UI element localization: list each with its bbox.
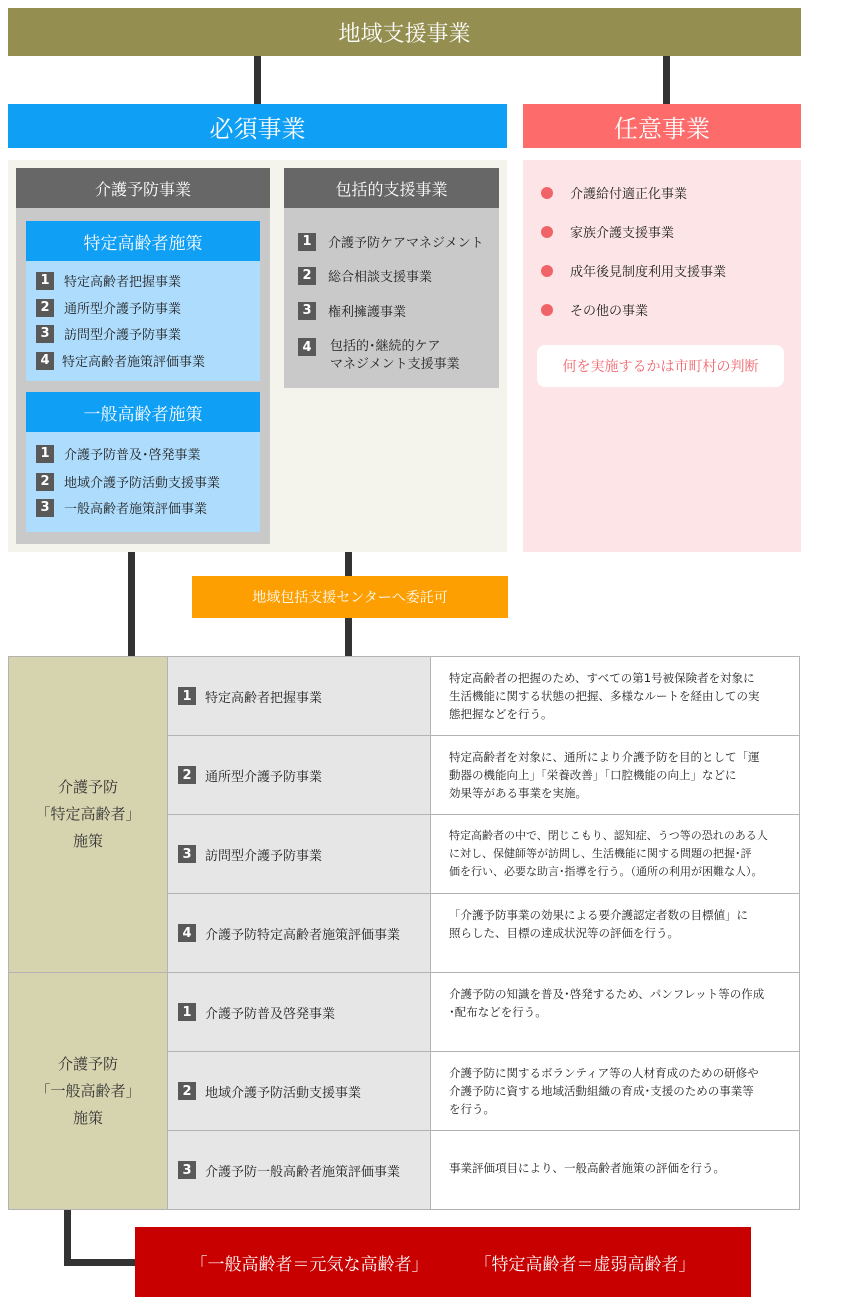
- number-badge: 1: [178, 1003, 196, 1021]
- desc-line: 効果等がある事業を実施。: [449, 786, 587, 800]
- desc-line: 介護予防の知識を普及･啓発するため、パンフレット等の作成: [449, 987, 765, 1001]
- program-name: 地域介護予防活動支援事業: [205, 1085, 362, 1101]
- number-badge: 1: [36, 272, 54, 290]
- desc-line: 価を行い、必要な助言･指導を行う。（通所の利用が困難な人）。: [449, 865, 763, 878]
- specific-policy-title: 特定高齢者施策: [26, 221, 260, 261]
- page-title: 地域支援事業: [8, 8, 801, 56]
- number-badge: 2: [298, 267, 316, 285]
- number-badge: 2: [36, 299, 54, 317]
- mandatory-title: 必須事業: [8, 104, 507, 148]
- program-desc-cell: [431, 815, 800, 894]
- program-name-cell: [168, 736, 431, 815]
- item-label: 総合相談支援事業: [328, 270, 433, 285]
- program-name: 特定高齢者把握事業: [205, 690, 323, 706]
- category-cell: [9, 657, 168, 973]
- program-name-cell: [168, 1131, 431, 1210]
- table-row: [9, 657, 800, 736]
- category-line: 「一般高齢者」: [35, 1081, 141, 1100]
- item-label: 介護予防ケアマネジメント: [328, 236, 484, 251]
- number-badge: 4: [36, 352, 54, 370]
- category-line: 施策: [72, 832, 103, 850]
- program-name-cell: [168, 815, 431, 894]
- desc-line: 態把握などを行う。: [449, 707, 553, 721]
- desc-line: 照らした、目標の達成状況等の評価を行う。: [449, 926, 679, 940]
- detail-table: [8, 656, 800, 1210]
- municipality-note: 何を実施するかは市町村の判断: [537, 345, 784, 387]
- program-name: 通所型介護予防事業: [205, 769, 323, 785]
- number-badge: 4: [178, 924, 196, 942]
- desc-line: 事業評価項目により、一般高齢者施策の評価を行う。: [449, 1161, 725, 1175]
- connector-line: [254, 56, 261, 104]
- program-name-cell: [168, 973, 431, 1052]
- program-desc-cell: [431, 1052, 800, 1131]
- desc-line: 「介護予防事業の効果による要介護認定者数の目標値」に: [449, 908, 748, 922]
- bullet-icon: [541, 304, 553, 316]
- list-item: [36, 444, 201, 463]
- number-badge: 4: [298, 338, 316, 356]
- optional-title: 任意事業: [523, 104, 801, 148]
- item-label: 介護予防普及･啓発事業: [64, 448, 201, 463]
- number-badge: 2: [36, 473, 54, 491]
- program-desc-cell: [431, 894, 800, 973]
- number-badge: 3: [298, 302, 316, 320]
- program-desc-cell: [431, 1131, 800, 1210]
- item-label: 特定高齢者把握事業: [64, 275, 182, 290]
- connector-line: [64, 1209, 71, 1266]
- list-item: [541, 261, 726, 280]
- list-item: [36, 472, 220, 491]
- desc-line: ･配布などを行う。: [449, 1005, 547, 1019]
- bullet-icon: [541, 226, 553, 238]
- connector-line: [663, 56, 670, 104]
- desc-line: 動器の機能向上」「栄養改善」「口腔機能の向上」などに: [449, 768, 737, 782]
- item-label: 特定高齢者施策評価事業: [62, 355, 206, 370]
- list-item: [36, 324, 181, 343]
- number-badge: 3: [178, 845, 196, 863]
- item-label: 地域介護予防活動支援事業: [64, 476, 221, 491]
- desc-line: 特定高齢者の把握のため、すべての第1号被保険者を対象に: [449, 671, 755, 685]
- definition-banner: [135, 1227, 751, 1297]
- connector-line: [128, 552, 135, 656]
- list-item: [36, 498, 207, 517]
- item-label: 家族介護支援事業: [570, 226, 675, 241]
- desc-line: に対し、保健師等が訪問し、生活機能に関する問題の把握･評: [449, 847, 752, 860]
- number-badge: 3: [178, 1161, 196, 1179]
- item-label-line: マネジメント支援事業: [330, 357, 460, 372]
- desc-line: 特定高齢者の中で、閉じこもり、認知症、うつ等の恐れのある人: [449, 829, 768, 842]
- program-name-cell: [168, 657, 431, 736]
- specific-policy-list: [26, 261, 260, 381]
- item-label: その他の事業: [570, 304, 649, 319]
- item-label: 介護給付適正化事業: [570, 187, 688, 202]
- program-name: 訪問型介護予防事業: [205, 848, 323, 864]
- category-line: 施策: [72, 1108, 103, 1127]
- item-label: 訪問型介護予防事業: [64, 328, 182, 343]
- program-name: 介護予防普及啓発事業: [205, 1006, 336, 1022]
- list-item: [36, 351, 205, 370]
- item-label: 権利擁護事業: [328, 305, 407, 320]
- desc-line: 介護予防に資する地域活動組織の育成･支援のための事業等: [449, 1084, 754, 1098]
- number-badge: 2: [178, 766, 196, 784]
- number-badge: 3: [36, 325, 54, 343]
- comprehensive-title: 包括的支援事業: [284, 168, 499, 208]
- list-item: [36, 298, 181, 317]
- category-line: 介護予防: [57, 1054, 118, 1073]
- program-name: 介護予防特定高齢者施策評価事業: [205, 927, 401, 943]
- desc-line: 特定高齢者を対象に、通所により介護予防を目的として「運: [449, 750, 760, 764]
- list-item: [541, 183, 687, 202]
- number-badge: 2: [178, 1082, 196, 1100]
- list-item: [541, 300, 648, 319]
- list-item: [298, 266, 432, 285]
- bullet-icon: [541, 265, 553, 277]
- category-line: 介護予防: [57, 778, 118, 796]
- desc-line: を行う。: [449, 1102, 495, 1116]
- list-item: [298, 338, 460, 374]
- item-label: 一般高齢者施策評価事業: [64, 502, 208, 517]
- number-badge: 1: [178, 687, 196, 705]
- connector-line: [345, 618, 352, 656]
- program-desc-cell: [431, 973, 800, 1052]
- bullet-icon: [541, 187, 553, 199]
- specific-definition: 「特定高齢者＝虚弱高齢者」: [474, 1254, 696, 1275]
- connector-line: [64, 1259, 135, 1266]
- delegation-banner: 地域包括支援センターへ委託可: [192, 576, 508, 618]
- item-label: 通所型介護予防事業: [64, 302, 182, 317]
- list-item: [541, 222, 674, 241]
- general-policy-title: 一般高齢者施策: [26, 392, 260, 432]
- program-name-cell: [168, 894, 431, 973]
- item-label: [330, 338, 460, 374]
- connector-line: [345, 552, 352, 576]
- category-cell: [9, 973, 168, 1210]
- number-badge: 1: [36, 445, 54, 463]
- general-definition: 「一般高齢者＝元気な高齢者」: [190, 1254, 429, 1275]
- category-line: 「特定高齢者」: [35, 805, 141, 823]
- item-label-line: 包括的･継続的ケア: [330, 339, 441, 354]
- program-desc-cell: [431, 657, 800, 736]
- desc-line: 介護予防に関するボランティア等の人材育成のための研修や: [449, 1066, 759, 1080]
- table-row: [9, 973, 800, 1052]
- program-desc-cell: [431, 736, 800, 815]
- desc-line: 生活機能に関する状態の把握、多様なルートを経由しての実: [449, 689, 760, 703]
- program-name-cell: [168, 1052, 431, 1131]
- program-name: 介護予防一般高齢者施策評価事業: [205, 1164, 401, 1180]
- general-policy-list: [26, 432, 260, 532]
- list-item: [298, 301, 406, 320]
- list-item: [36, 271, 181, 290]
- prevention-title: 介護予防事業: [16, 168, 270, 208]
- number-badge: 1: [298, 233, 316, 251]
- number-badge: 3: [36, 499, 54, 517]
- item-label: 成年後見制度利用支援事業: [570, 265, 727, 280]
- list-item: [298, 232, 484, 251]
